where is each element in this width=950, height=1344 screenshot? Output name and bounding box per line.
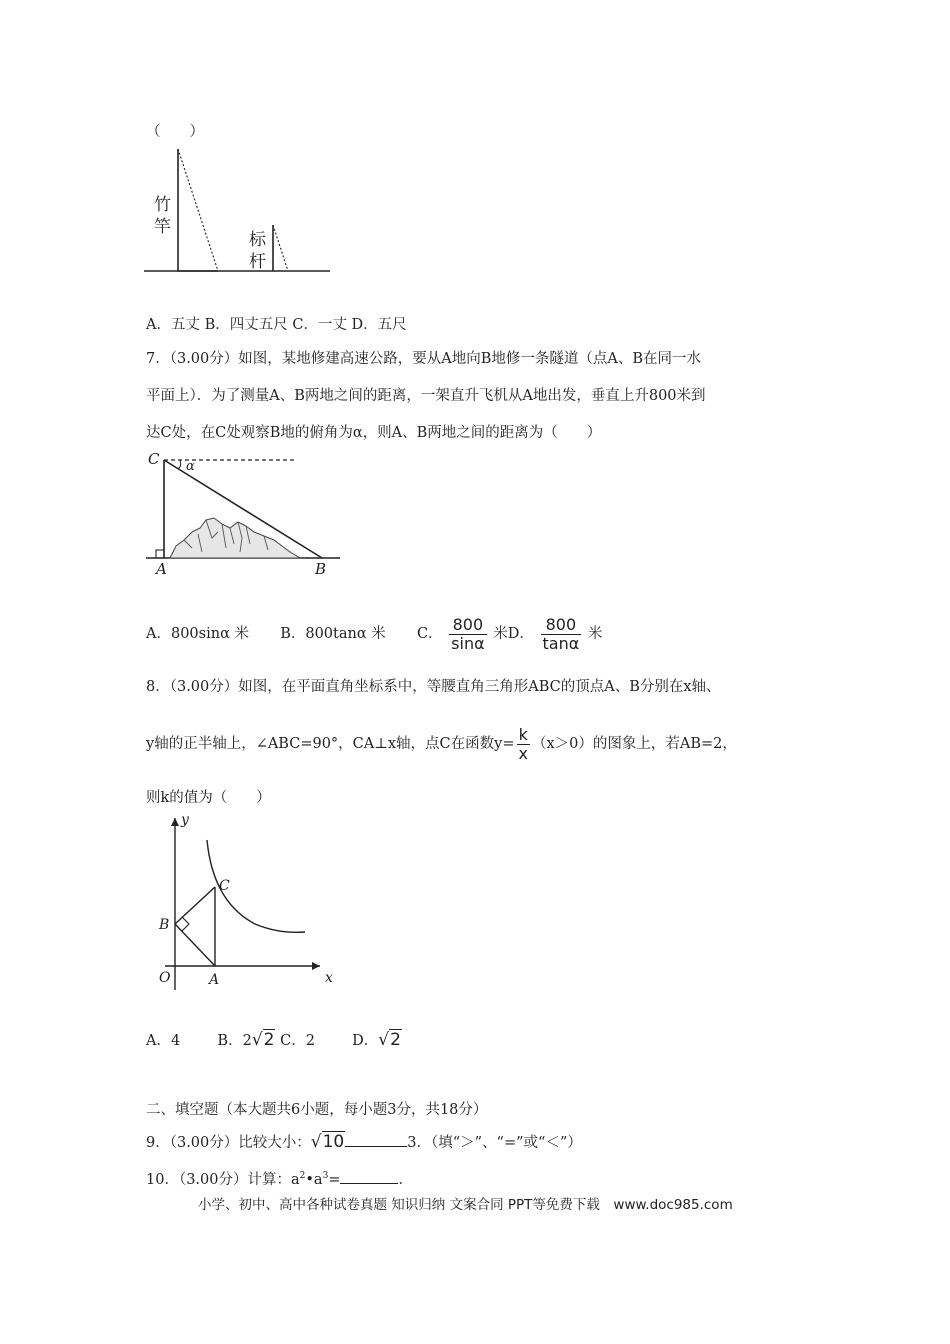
right-angle-mark (182, 917, 189, 931)
q8-line3: 则k的值为（ ） (146, 790, 271, 806)
q6-options: A．五丈 B．四丈五尺 C．一丈 D．五尺 (146, 317, 407, 333)
q7-opt-d-suffix: 米 (587, 626, 603, 642)
q7-fraction-sin: $\frac{800}{\sin\alpha}$ (451, 614, 485, 653)
q7-options (146, 614, 602, 654)
q8-opt-c: C．2 (280, 1033, 315, 1049)
q7-opt-b: B．800tanα 米 (280, 626, 386, 642)
q10-answer-blank[interactable] (340, 1169, 398, 1184)
pole-label: 竹竿 (154, 195, 171, 237)
angle-label: α (186, 459, 195, 474)
q8-fraction: $\frac{k}{x}$ (518, 724, 528, 763)
q8-opt-b-prefix: B．2 (217, 1033, 252, 1049)
q7-opt-a: A．800sinα 米 (146, 626, 249, 642)
point-a-label: A (156, 560, 167, 578)
q7-fraction-tan: $\frac{800}{\tan\alpha}$ (542, 614, 580, 653)
q8-line1: 8．（3.00分）如图，在平面直角坐标系中，等腰直角三角形ABC的顶点A、B分别在x轴、 (146, 679, 721, 695)
point-a-label: A (209, 972, 220, 988)
axis-y-label: y (181, 812, 189, 828)
q8-sqrt-d: √2 (378, 1030, 401, 1050)
q7-diagram (140, 448, 350, 578)
footer-text: 小学、初中、高中各种试卷真题 知识归纳 文案合同 PPT等免费下载 www.doc985.com (198, 1197, 733, 1213)
segment-bc (175, 887, 215, 924)
q8-opt-d-prefix: D． (352, 1033, 379, 1049)
q7-line1: 7．（3.00分）如图，某地修建高速公路，要从A地向B地修一条隧道（点A、B在同一水 (146, 351, 702, 367)
mountain (170, 518, 300, 558)
q8-options (146, 1028, 402, 1053)
q8-sqrt-b: √2 (251, 1030, 275, 1050)
point-b-label: B (159, 917, 170, 933)
point-c-label: C (219, 878, 230, 894)
point-c-label: C (148, 450, 160, 468)
q7-opt-c-prefix: C． (416, 626, 443, 642)
q9-answer-blank[interactable] (345, 1132, 407, 1147)
stick-shadow-ray (273, 225, 288, 271)
q7-opt-c-suffix: 米D． (493, 626, 534, 642)
q6-paren: （ ） (146, 124, 204, 140)
axis-x-label: x (325, 970, 333, 986)
point-b-label: B (315, 560, 327, 578)
section2-title: 二、填空题（本大题共6小题，每小题3分，共18分） (146, 1102, 488, 1118)
q8-diagram (155, 810, 355, 990)
segment-ab (175, 924, 215, 966)
origin-label: O (159, 970, 171, 986)
q9: 9．（3.00分）比较大小：√10 3．（填“＞”、“=”或“＜”） (146, 1132, 582, 1152)
pole-shadow-ray (178, 149, 218, 271)
q7-line3: 达C处，在C处观察B地的俯角为α，则A、B两地之间的距离为（ ） (146, 425, 602, 441)
angle-arc (178, 460, 181, 469)
q8-line2: y轴的正半轴上，∠ABC=90°，CA⊥x轴，点C在函数y= $\frac{k}{x}$ （x＞0）的图象上，若AB=2， (146, 724, 737, 763)
stick-label: 标杆 (249, 230, 266, 272)
q7-line2: 平面上）．为了测量A、B两地之间的距离，一架直升飞机从A地出发，垂直上升800米到 (146, 388, 706, 404)
right-angle-mark (156, 550, 164, 558)
q8-opt-a: A．4 (146, 1033, 181, 1049)
q10: 10．（3.00分）计算：$a^2•a^3=$ ． (146, 1168, 413, 1189)
q9-sqrt: √10 (310, 1132, 345, 1152)
